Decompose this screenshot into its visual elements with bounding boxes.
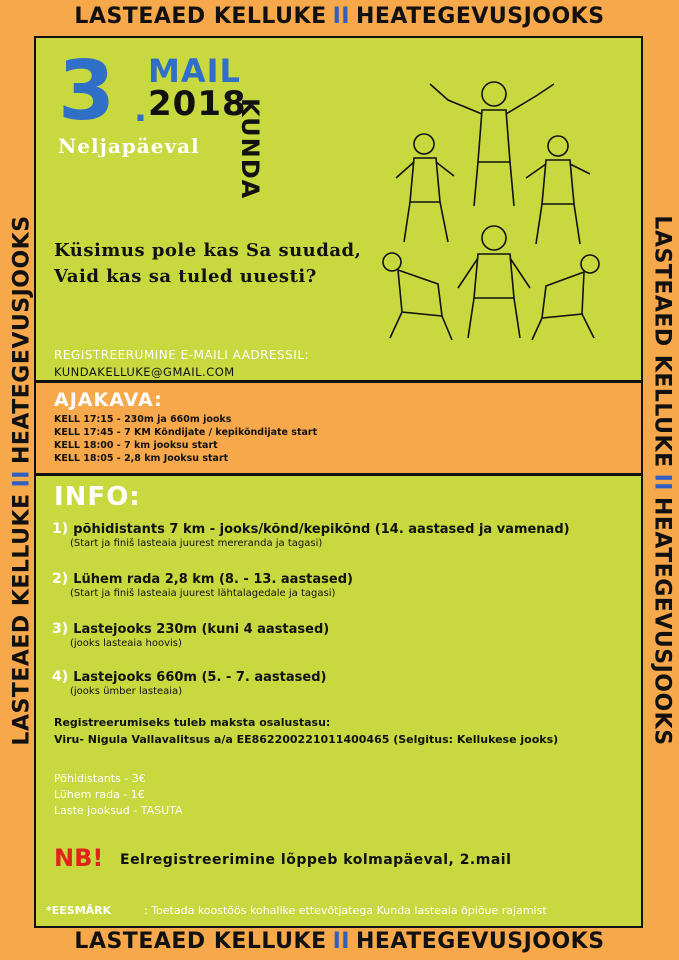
frame-separator: II: [332, 4, 350, 29]
event-weekday: Neljapäeval: [58, 134, 200, 158]
question-line-2: Vaid kas sa tuled uuesti?: [54, 266, 317, 287]
price-item: Põhidistants - 3€: [54, 772, 146, 785]
info-item-detail: (Start ja finiš lasteaia juurest lähtalagedale ja tagasi): [70, 588, 336, 599]
schedule-item: KELL 18:05 - 2,8 km Jooksu start: [54, 453, 229, 464]
frame-separator: II: [9, 470, 35, 488]
info-item: [52, 618, 329, 649]
info-item-title: Lastejooks 660m (5. - 7. aastased): [73, 670, 327, 685]
fee-bank-details: Viru- Nigula Vallavalitsus a/a EE862200221011400465 (Selgitus: Kellukese jooks): [54, 733, 559, 746]
registration-label: REGISTREERUMINE E-MAILI AADRESSIL:: [54, 348, 310, 362]
runner-figure-crouch-left: [383, 253, 452, 340]
info-panel: [34, 474, 643, 928]
info-item: [52, 568, 353, 599]
info-item-title: Lühem rada 2,8 km (8. - 13. aastased): [73, 572, 353, 587]
schedule-title: AJAKAVA:: [54, 389, 163, 411]
info-item-number: 1): [52, 521, 69, 537]
frame-title-right: HEATEGEVUSJOOKS: [355, 4, 605, 29]
schedule-list: [54, 413, 317, 465]
event-town: KUNDA: [236, 98, 264, 200]
frame-title-left: LASTEAED KELLUKE: [9, 493, 35, 746]
frame-title-right: HEATEGEVUSJOOKS: [355, 929, 605, 954]
goal-text: : Toetada koostöös kohalike ettevõtjatega Kunda lasteaia õpiõue rajamist: [144, 904, 547, 917]
frame-separator: II: [649, 473, 675, 491]
frame-left-banner: [10, 101, 35, 861]
info-item-title: Lastejooks 230m (kuni 4 aastased): [73, 622, 330, 637]
registration-email[interactable]: KUNDAKELLUKE@GMAIL.COM: [54, 365, 235, 379]
info-item-number: 3): [52, 621, 69, 637]
schedule-item: KELL 17:15 - 230m ja 660m jooks: [54, 414, 232, 425]
price-item: Laste jooksud - TASUTA: [54, 804, 183, 817]
info-item-title: põhidistants 7 km - jooks/kõnd/kepikõnd (14. aastased ja vamenad): [73, 522, 570, 537]
frame-right-banner: [650, 101, 675, 861]
event-year: 2018: [148, 84, 247, 124]
info-title: INFO:: [54, 482, 141, 512]
frame-title-left: LASTEAED KELLUKE: [74, 929, 327, 954]
info-item-number: 2): [52, 571, 69, 587]
frame-title-right: HEATEGEVUSJOOKS: [9, 215, 35, 465]
info-item-number: 4): [52, 669, 69, 685]
schedule-item: KELL 18:00 - 7 km jooksu start: [54, 440, 218, 451]
info-item-detail: (jooks lasteaia hoovis): [70, 638, 182, 649]
frame-separator: II: [332, 929, 350, 954]
nb-deadline-text: Eelregistreerimine lõppeb kolmapäeval, 2.mail: [120, 852, 512, 868]
runner-figure-left: [396, 134, 454, 242]
runners-illustration: [376, 66, 608, 348]
question-line-1: Küsimus pole kas Sa suudad,: [54, 240, 362, 261]
info-item-detail: (Start ja finiš lasteaia juurest mereranda ja tagasi): [70, 538, 323, 549]
event-month: MAIL: [148, 52, 241, 90]
frame-top-banner: [0, 4, 679, 29]
info-item: [52, 666, 326, 697]
event-day-dot: .: [134, 90, 147, 130]
nb-label: NB!: [54, 844, 104, 872]
frame-title-left: LASTEAED KELLUKE: [74, 4, 327, 29]
schedule-item: KELL 17:45 - 7 KM Kõndijate / kepikõndijate start: [54, 427, 318, 438]
runner-figure-top: [430, 82, 554, 206]
frame-bottom-banner: [0, 929, 679, 954]
event-day: 3: [58, 44, 116, 139]
info-item: [52, 518, 570, 549]
frame-title-left: LASTEAED KELLUKE: [649, 215, 675, 468]
runner-figure-right: [526, 136, 590, 244]
header-panel: [34, 36, 643, 382]
fee-label: Registreerumiseks tuleb maksta osalustasu:: [54, 716, 331, 729]
info-item-detail: (jooks ümber lasteaia): [70, 686, 183, 697]
price-item: Lühem rada - 1€: [54, 788, 145, 801]
goal-label: *EESMÄRK: [46, 904, 112, 917]
runner-figure-crouch-right: [532, 255, 599, 340]
frame-title-right: HEATEGEVUSJOOKS: [649, 496, 675, 746]
runner-figure-center: [458, 226, 530, 338]
schedule-panel: [34, 381, 643, 475]
